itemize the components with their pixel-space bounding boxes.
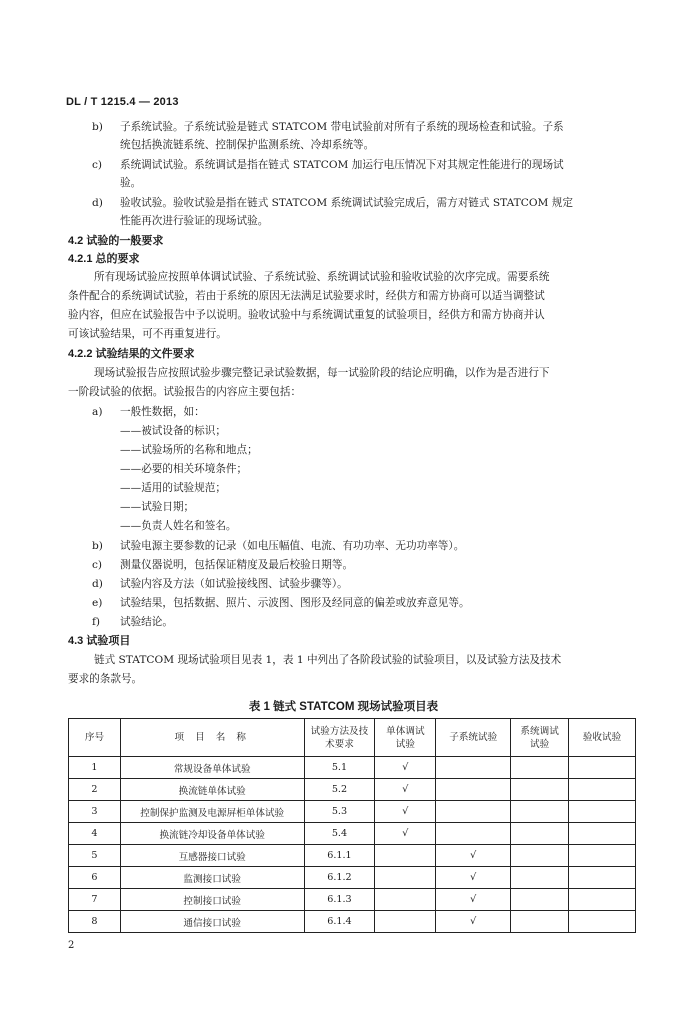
table-cell: 1 xyxy=(69,757,121,779)
paragraph-line: 验内容，但应在试验报告中予以说明。验收试验中与系统调试重复的试验项目，经供方和需方协商并认 xyxy=(68,309,545,321)
table-cell xyxy=(436,823,511,845)
paragraph-line: 可该试验结果，可不再重复进行。 xyxy=(68,328,227,340)
table-cell: √ xyxy=(436,845,511,867)
column-header: 验收试验 xyxy=(569,719,636,757)
table-cell xyxy=(511,779,569,801)
document-header: DL / T 1215.4 — 2013 xyxy=(66,96,179,108)
table-cell xyxy=(569,867,636,889)
list-marker: f) xyxy=(92,616,101,628)
table-cell: 换流链冷却设备单体试验 xyxy=(120,823,304,845)
table-cell xyxy=(511,801,569,823)
table-row xyxy=(69,845,636,867)
table-cell xyxy=(511,889,569,911)
table-cell xyxy=(511,823,569,845)
table-row xyxy=(69,801,636,823)
table-cell: √ xyxy=(375,801,436,823)
list-marker: e) xyxy=(92,597,103,609)
test-items-table xyxy=(68,718,636,933)
table-cell: 3 xyxy=(69,801,121,823)
column-header: 项 目 名 称 xyxy=(120,719,304,757)
table-cell: 6.1.3 xyxy=(304,889,375,911)
table-cell: 5.4 xyxy=(304,823,375,845)
list-item-text: 试验结论。 xyxy=(120,616,173,628)
table-cell: 6.1.2 xyxy=(304,867,375,889)
list-marker: c) xyxy=(92,159,103,171)
list-item-text: 验收试验。验收试验是指在链式 STATCOM 系统调试试验完成后，需方对链式 STATCOM 规定 xyxy=(120,197,573,209)
table-row xyxy=(69,889,636,911)
table-cell: 互感器接口试验 xyxy=(120,845,304,867)
table-cell: 常规设备单体试验 xyxy=(120,757,304,779)
table-cell: 4 xyxy=(69,823,121,845)
table-cell: 5.1 xyxy=(304,757,375,779)
table-cell xyxy=(436,801,511,823)
table-cell xyxy=(375,845,436,867)
paragraph-line: 所有现场试验应按照单体调试试验、子系统试验、系统调试试验和验收试验的次序完成。需要系统 xyxy=(94,271,550,283)
table-cell: 2 xyxy=(69,779,121,801)
table-cell xyxy=(569,757,636,779)
table-row xyxy=(69,779,636,801)
table-cell: 5.3 xyxy=(304,801,375,823)
table-cell: √ xyxy=(375,757,436,779)
list-item-text: 验。 xyxy=(120,177,142,189)
paragraph-line: 一阶段试验的依据。试验报告的内容应主要包括： xyxy=(68,386,302,398)
column-header: 单体调试试验 xyxy=(375,719,436,757)
table-cell: 5 xyxy=(69,845,121,867)
list-marker: d) xyxy=(92,578,103,590)
table-cell: 控制保护监测及电源屏柜单体试验 xyxy=(120,801,304,823)
table-cell: 6.1.4 xyxy=(304,911,375,933)
paragraph-line: 现场试验报告应按照试验步骤完整记录试验数据，每一试验阶段的结论应明确，以作为是否进行下 xyxy=(94,367,550,379)
table-cell: 监测接口试验 xyxy=(120,867,304,889)
table-cell: 6.1.1 xyxy=(304,845,375,867)
list-item-text: 测量仪器说明，包括保证精度及最后校验日期等。 xyxy=(120,559,354,571)
list-marker: b) xyxy=(92,121,103,133)
list-marker: b) xyxy=(92,540,103,552)
list-item-text: 一般性数据，如： xyxy=(120,406,205,418)
section-heading-4-2: 4.2 试验的一般要求 xyxy=(68,235,164,247)
table-cell xyxy=(569,779,636,801)
list-marker: d) xyxy=(92,197,103,209)
table-cell xyxy=(375,911,436,933)
table-cell: 通信接口试验 xyxy=(120,911,304,933)
table-cell xyxy=(436,757,511,779)
table-cell xyxy=(511,867,569,889)
table-cell xyxy=(511,757,569,779)
list-item-text: 试验电源主要参数的记录（如电压幅值、电流、有功功率、无功功率等）。 xyxy=(120,540,465,552)
dash-list-item: ——被试设备的标识； xyxy=(120,425,226,437)
table-cell xyxy=(569,845,636,867)
table-cell xyxy=(375,867,436,889)
list-item-text: 系统调试试验。系统调试是指在链式 STATCOM 加运行电压情况下对其规定性能进行的现场试 xyxy=(120,159,564,171)
column-header: 系统调试试验 xyxy=(511,719,569,757)
table-cell: 6 xyxy=(69,867,121,889)
list-marker: c) xyxy=(92,559,103,571)
paragraph-line: 条件配合的系统调试试验，若由于系统的原因无法满足试验要求时，经供方和需方协商可以适当调整试 xyxy=(68,290,545,302)
table-cell xyxy=(511,911,569,933)
list-item-text: 子系统试验。子系统试验是链式 STATCOM 带电试验前对所有子系统的现场检查和试验。子系 xyxy=(120,121,564,133)
dash-list-item: ——必要的相关环境条件； xyxy=(120,463,248,475)
list-item-text: 性能再次进行验证的现场试验。 xyxy=(120,215,269,227)
table-cell: 7 xyxy=(69,889,121,911)
table-caption: 表 1 链式 STATCOM 现场试验项目表 xyxy=(248,701,439,713)
table-cell xyxy=(436,779,511,801)
table-cell xyxy=(569,889,636,911)
dash-list-item: ——试验日期； xyxy=(120,501,195,513)
table-cell: 控制接口试验 xyxy=(120,889,304,911)
table-cell xyxy=(511,845,569,867)
paragraph-line: 要求的条款号。 xyxy=(68,673,143,685)
table-cell: √ xyxy=(375,779,436,801)
table-cell: 5.2 xyxy=(304,779,375,801)
section-heading-4-2-2: 4.2.2 试验结果的文件要求 xyxy=(68,348,195,360)
table-row xyxy=(69,911,636,933)
section-heading-4-3: 4.3 试验项目 xyxy=(68,635,131,647)
list-item-text: 试验结果，包括数据、照片、示波图、图形及经同意的偏差或放弃意见等。 xyxy=(120,597,470,609)
table-cell: √ xyxy=(436,867,511,889)
table-cell xyxy=(375,889,436,911)
paragraph-line: 链式 STATCOM 现场试验项目见表 1，表 1 中列出了各阶段试验的试验项目，以及试验方法及技术 xyxy=(94,654,562,666)
table-cell: √ xyxy=(436,889,511,911)
table-cell: √ xyxy=(375,823,436,845)
column-header: 序号 xyxy=(69,719,121,757)
table-cell xyxy=(569,823,636,845)
page-number: 2 xyxy=(68,940,75,951)
column-header: 试验方法及技术要求 xyxy=(304,719,375,757)
table-cell: 8 xyxy=(69,911,121,933)
table-row xyxy=(69,867,636,889)
dash-list-item: ——试验场所的名称和地点； xyxy=(120,444,258,456)
list-item-text: 试验内容及方法（如试验接线图、试验步骤等）。 xyxy=(120,578,348,590)
list-marker: a) xyxy=(92,406,103,418)
table-cell: √ xyxy=(436,911,511,933)
section-heading-4-2-1: 4.2.1 总的要求 xyxy=(68,253,140,265)
table-cell: 换流链单体试验 xyxy=(120,779,304,801)
list-item-text: 统包括换流链系统、控制保护监测系统、冷却系统等。 xyxy=(120,139,375,151)
table-header-row xyxy=(69,719,636,757)
dash-list-item: ——负责人姓名和签名。 xyxy=(120,520,237,532)
table-cell xyxy=(569,911,636,933)
table-cell xyxy=(569,801,636,823)
column-header: 子系统试验 xyxy=(436,719,511,757)
table-row xyxy=(69,823,636,845)
dash-list-item: ——适用的试验规范； xyxy=(120,482,226,494)
table-row xyxy=(69,757,636,779)
